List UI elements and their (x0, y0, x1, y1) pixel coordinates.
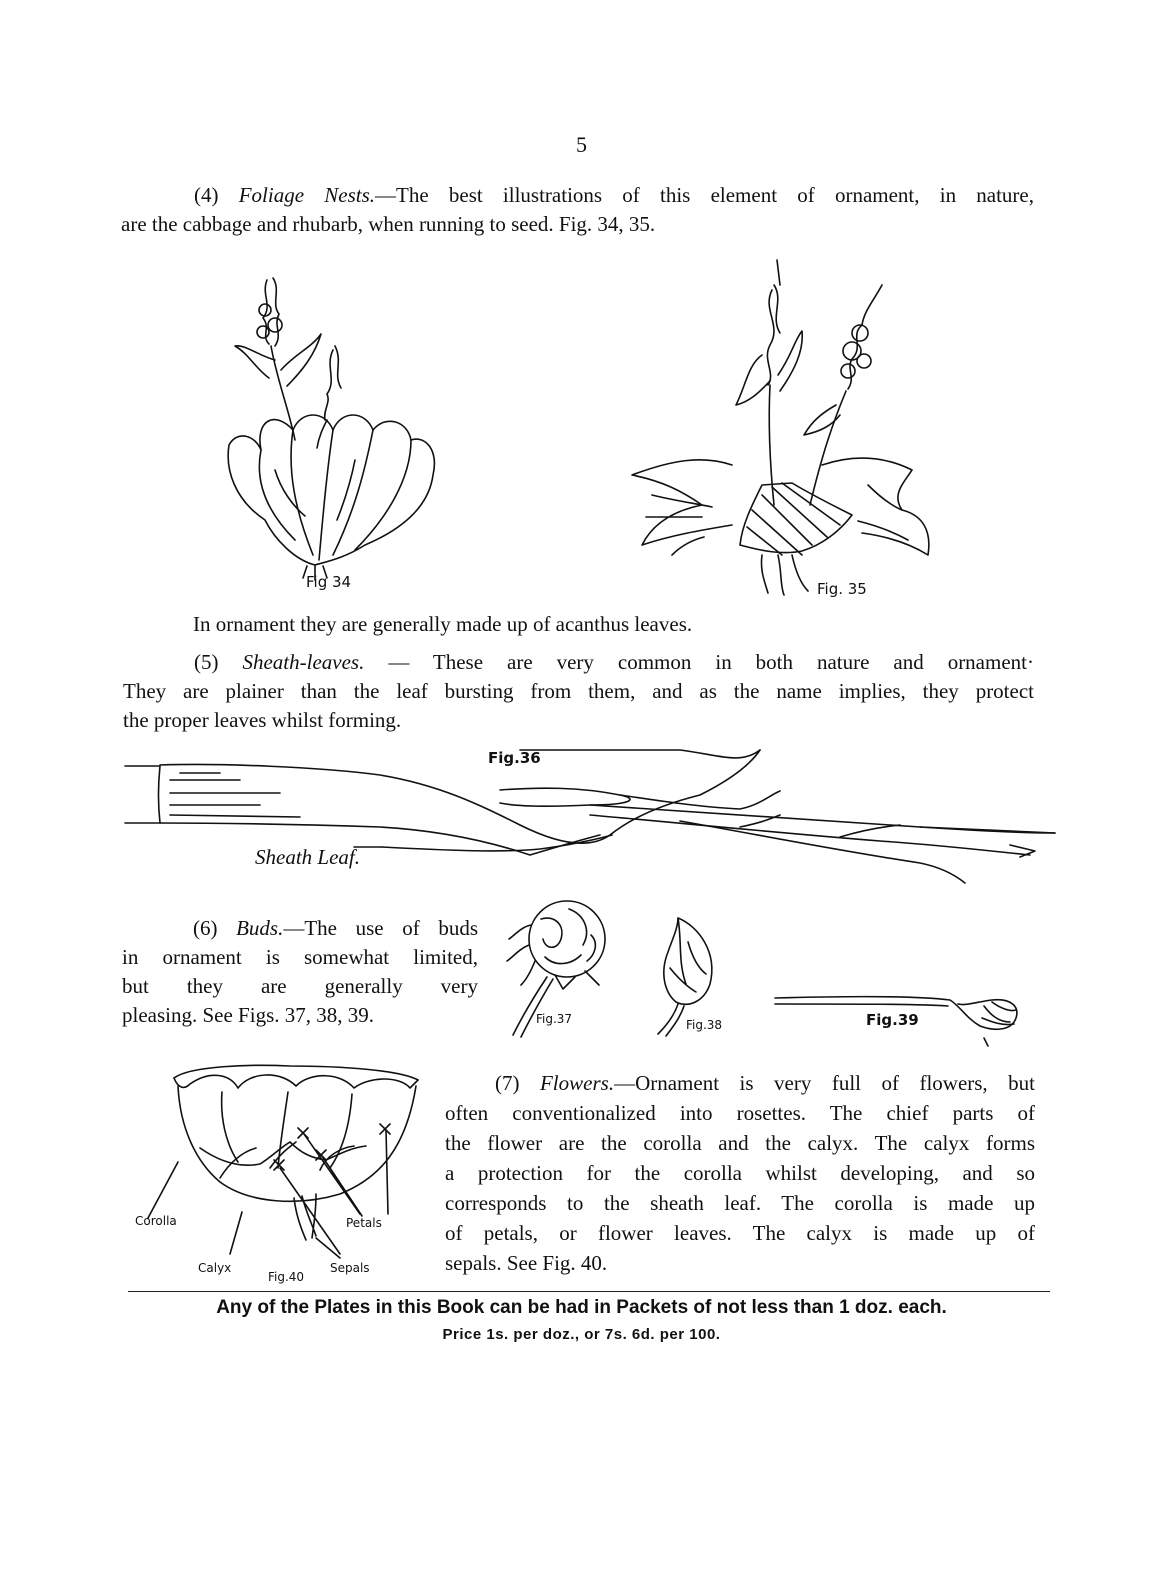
buds-title: Buds. (236, 916, 284, 940)
foliage-title: Foliage Nests. (238, 183, 376, 207)
buds-paragraph-line-2: in ornament is somewhat limited, (122, 945, 478, 969)
fig39-label: Fig.39 (866, 1011, 919, 1029)
buds-paragraph-line-1: (6) Buds.—The use of buds (193, 916, 478, 940)
flowers-paragraph-line-7: sepals. See Fig. 40. (445, 1251, 608, 1275)
footer-divider (128, 1291, 1050, 1292)
fig35-rhubarb-illustration (612, 255, 952, 600)
flowers-paragraph-line-4: a protection for the corolla whilst developing, and so (445, 1161, 1035, 1185)
flowers-paragraph-line-6: of petals, or flower leaves. The calyx is made up of (445, 1221, 1035, 1245)
buds-paragraph-line-4: pleasing. See Figs. 37, 38, 39. (122, 1003, 374, 1027)
fig35-label: Fig. 35 (817, 580, 867, 598)
fig36-label: Fig.36 (488, 749, 541, 767)
fig40-sepals-label: Sepals (330, 1261, 370, 1275)
fig34-cabbage-illustration (215, 270, 455, 590)
fig40-calyx-label: Calyx (198, 1261, 232, 1275)
sheath-paragraph-line-1: (5) Sheath-leaves. — These are very common in both nature and ornament· (194, 650, 1034, 674)
foliage-ornament-note: In ornament they are generally made up of acanthus leaves. (193, 612, 693, 636)
flowers-paragraph-line-5: corresponds to the sheath leaf. The corolla is made up (445, 1191, 1035, 1215)
buds-paragraph-line-3: but they are generally very (122, 974, 478, 998)
fig38-label: Fig.38 (686, 1018, 723, 1032)
footer-notice: Any of the Plates in this Book can be had in Packets of not less than 1 doz. each. (216, 1297, 947, 1318)
fig40-flower-diagram (130, 1058, 430, 1288)
sheath-paragraph-line-3: the proper leaves whilst forming. (123, 708, 402, 732)
sheath-title: Sheath-leaves. (242, 650, 365, 674)
fig37-label: Fig.37 (536, 1012, 573, 1026)
fig40-petals-label: Petals (346, 1216, 382, 1230)
flowers-paragraph-line-2: often conventionalized into rosettes. The chief parts of (445, 1101, 1035, 1125)
foliage-paragraph-line-1: (4) Foliage Nests.—The best illustrations of this element of ornament, in nature, (194, 183, 1035, 207)
fig40-label: Fig.40 (268, 1270, 305, 1284)
fig34-label: Fig 34 (306, 573, 352, 591)
sheath-paragraph-line-2: They are plainer than the leaf bursting from them, and as the name implies, they protect (123, 679, 1034, 703)
fig36-caption: Sheath Leaf. (255, 845, 360, 869)
page-number: 5 (576, 132, 587, 157)
flowers-paragraph-line-1: (7) Flowers.—Ornament is very full of flowers, but (495, 1071, 1035, 1095)
footer-price: Price 1s. per doz., or 7s. 6d. per 100. (442, 1326, 721, 1343)
flowers-title: Flowers. (539, 1071, 615, 1095)
foliage-paragraph-line-2: are the cabbage and rhubarb, when running to seed. Fig. 34, 35. (121, 212, 656, 236)
flowers-paragraph-line-3: the flower are the corolla and the calyx. The calyx forms (445, 1131, 1035, 1155)
fig40-corolla-label: Corolla (135, 1214, 177, 1228)
